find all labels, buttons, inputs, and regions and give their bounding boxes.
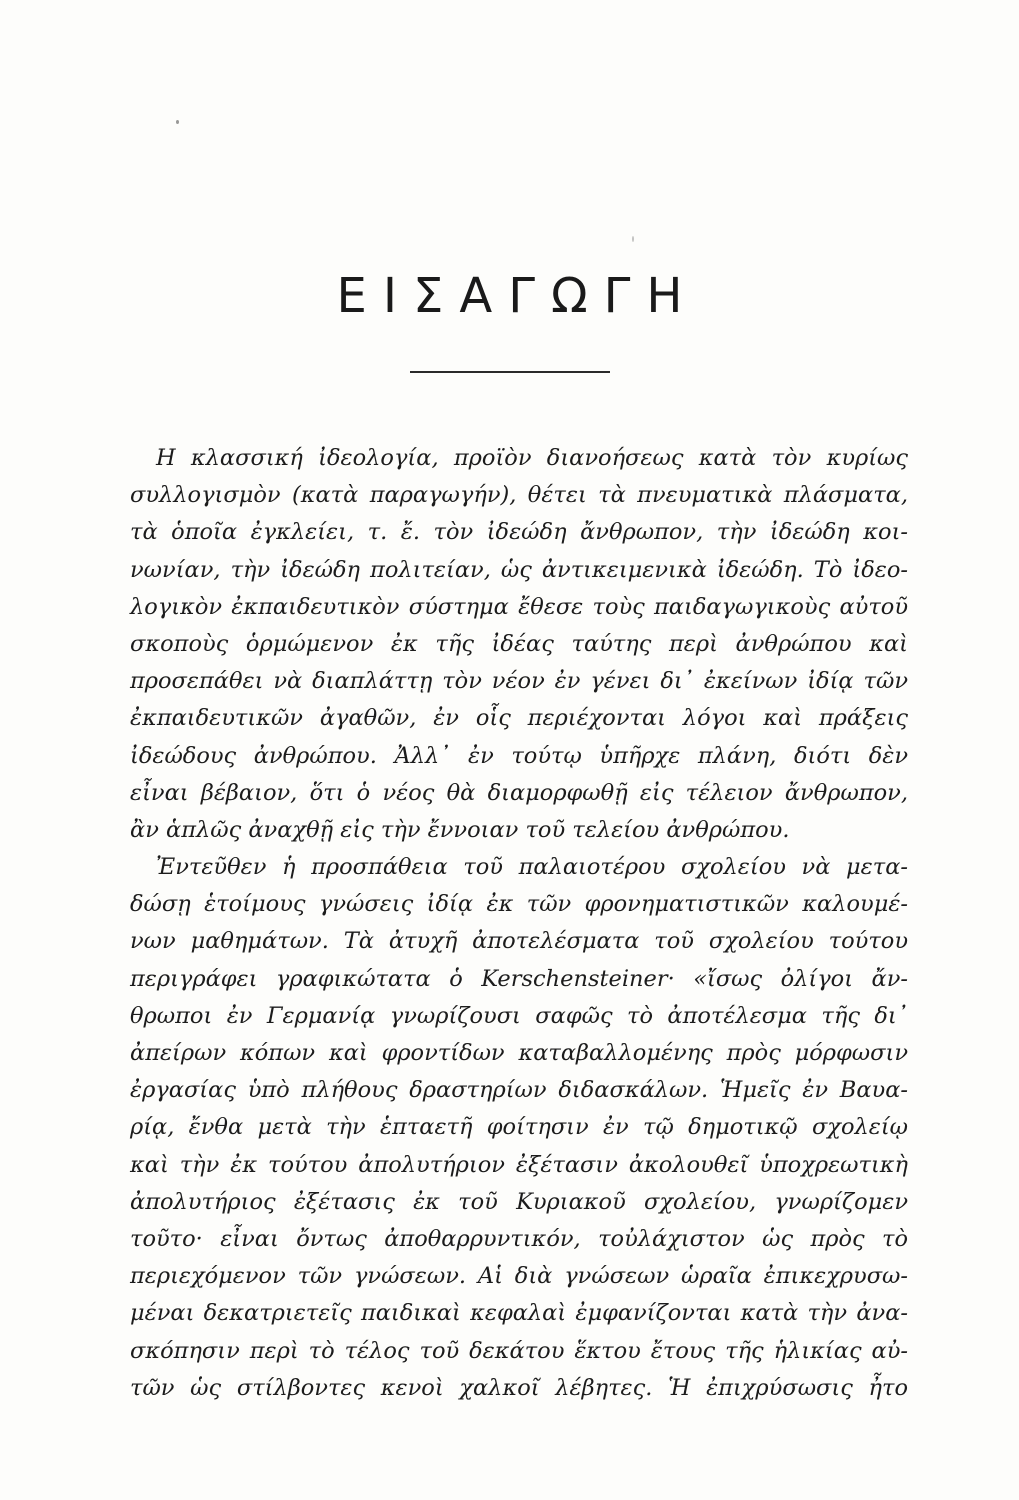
text-line: σκόπησιν περὶ τὸ τέλος τοῦ δεκάτου ἕκτου ἔτους τῆς ἡλικίας αὐ- bbox=[130, 1337, 908, 1364]
title-divider bbox=[410, 371, 610, 373]
paragraph-1 bbox=[130, 440, 908, 849]
text-line: νωνίαν, τὴν ἰδεώδη πολιτείαν, ὡς ἀντικειμενικὰ ἰδεώδη. Τὸ ἰδεο- bbox=[130, 556, 908, 583]
text-line: τοῦτο· εἶναι ὄντως ἀποθαρρυντικόν, τοὐλάχιστον ὡς πρὸς τὸ bbox=[130, 1225, 908, 1252]
text-line: σκοποὺς ὁρμώμενον ἐκ τῆς ἰδέας ταύτης περὶ ἀνθρώπου καὶ bbox=[130, 630, 908, 657]
text-line: προσεπάθει νὰ διαπλάττῃ τὸν νέον ἐν γένει δι᾽ ἐκείνων ἰδίᾳ τῶν bbox=[130, 668, 908, 695]
paragraph-2 bbox=[130, 849, 908, 1407]
text-line: ἂν ἁπλῶς ἀναχθῇ εἰς τὴν ἔννοιαν τοῦ τελείου ἀνθρώπου. bbox=[130, 816, 790, 843]
text-line: εἶναι βέβαιον, ὅτι ὁ νέος θὰ διαμορφωθῇ εἰς τέλειον ἄνθρωπον, bbox=[130, 779, 908, 806]
text-line: ἀπείρων κόπων καὶ φροντίδων καταβαλλομένης πρὸς μόρφωσιν bbox=[130, 1040, 908, 1066]
text-line: Η κλασσική ἰδεολογία, προϊὸν διανοήσεως κατὰ τὸν κυρίως bbox=[156, 445, 908, 471]
text-line: θρωποι ἐν Γερμανίᾳ γνωρίζουσι σαφῶς τὸ ἀποτέλεσμα τῆς δι᾽ bbox=[130, 1002, 908, 1029]
text-line: μέναι δεκατριετεῖς παιδικαὶ κεφαλαὶ ἐμφανίζονται κατὰ τὴν ἀνα- bbox=[130, 1300, 908, 1327]
text-line: συλλογισμὸν (κατὰ παραγωγήν), θέτει τὰ πνευματικὰ πλάσματα, bbox=[130, 482, 908, 509]
text-line: Ἐντεῦθεν ἡ προσπάθεια τοῦ παλαιοτέρου σχολείου νὰ μετα- bbox=[156, 854, 908, 881]
text-line: περιεχόμενον τῶν γνώσεων. Αἱ διὰ γνώσεων ὡραῖα ἐπικεχρυσω- bbox=[130, 1263, 908, 1290]
text-line: ἀπολυτήριος ἐξέτασις ἐκ τοῦ Κυριακοῦ σχολείου, γνωρίζομεν bbox=[130, 1188, 908, 1215]
print-speck bbox=[632, 236, 634, 242]
text-line: δώσῃ ἑτοίμους γνώσεις ἰδίᾳ ἐκ τῶν φρονηματιστικῶν καλουμέ- bbox=[130, 891, 908, 918]
text-line: καὶ τὴν ἐκ τούτου ἀπολυτήριον ἐξέτασιν ἀκολουθεῖ ὑποχρεωτικὴ bbox=[130, 1151, 908, 1178]
print-speck bbox=[176, 120, 179, 124]
text-line: ἐκπαιδευτικῶν ἀγαθῶν, ἐν οἷς περιέχονται λόγοι καὶ πράξεις bbox=[130, 705, 908, 732]
text-line: νων μαθημάτων. Τὰ ἀτυχῆ ἀποτελέσματα τοῦ σχολείου τούτου bbox=[130, 928, 908, 955]
text-line: τῶν ὡς στίλβοντες κενοὶ χαλκοῖ λέβητες. Ἡ ἐπιχρύσωσις ἦτο bbox=[130, 1374, 908, 1401]
text-line: ἐργασίας ὑπὸ πλήθους δραστηρίων διδασκάλων. Ἡμεῖς ἐν Βαυα- bbox=[130, 1077, 908, 1104]
text-line: ἰδεώδους ἀνθρώπου. Ἀλλ᾽ ἐν τούτῳ ὑπῆρχε πλάνη, διότι δὲν bbox=[130, 742, 908, 769]
chapter-title: ΕΙΣΑΓΩΓΗ bbox=[336, 268, 699, 324]
text-line: λογικὸν ἐκπαιδευτικὸν σύστημα ἔθεσε τοὺς παιδαγωγικοὺς αὐτοῦ bbox=[130, 593, 908, 620]
text-line: τὰ ὁποῖα ἐγκλείει, τ. ἔ. τὸν ἰδεώδη ἄνθρωπον, τὴν ἰδεώδη κοι- bbox=[130, 519, 908, 546]
text-line: ρίᾳ, ἔνθα μετὰ τὴν ἑπταετῆ φοίτησιν ἐν τῷ δημοτικῷ σχολείῳ bbox=[130, 1114, 908, 1141]
text-line: περιγράφει γραφικώτατα ὁ Kerschensteiner· «ἴσως ὀλίγοι ἄν- bbox=[130, 965, 908, 992]
body-text bbox=[130, 440, 908, 1407]
